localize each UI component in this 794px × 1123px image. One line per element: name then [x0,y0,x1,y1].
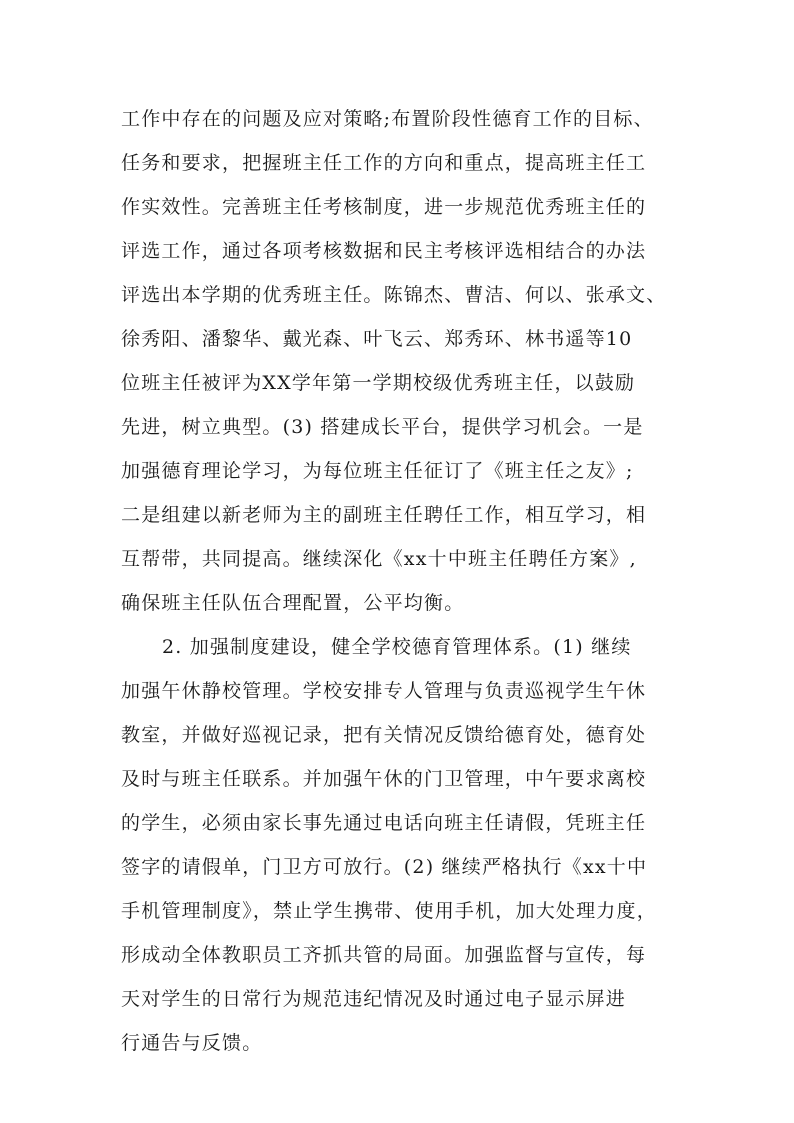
text-line: 加强午休静校管理。学校安排专人管理与负责巡视学生午休 [121,680,647,702]
text-line: 互帮带，共同提高。继续深化《xx十中班主任聘任方案》, [121,548,637,570]
text-line: 的学生，必须由家长事先通过电话向班主任请假，凭班主任 [121,812,647,834]
text-line: 形成动全体教职员工齐抓共管的局面。加强监督与宣传，每 [121,944,647,966]
text-line: 评选工作，通过各项考核数据和民主考核评选相结合的办法 [121,240,647,262]
text-line: 天对学生的日常行为规范违纪情况及时通过电子显示屏进 [121,988,627,1010]
text-line: 加强德育理论学习，为每位班主任征订了《班主任之友》; [121,460,634,482]
text-line: 确保班主任队伍合理配置，公平均衡。 [121,592,465,614]
text-line: 签字的请假单，门卫方可放行。(2) 继续严格执行《xx十中 [121,856,648,878]
text-line: 评选出本学期的优秀班主任。陈锦杰、曹洁、何以、张承文、 [121,284,667,306]
text-line: 手机管理制度》，禁止学生携带、使用手机，加大处理力度， [121,900,657,922]
text-line: 工作中存在的问题及应对策略;布置阶段性德育工作的目标、 [121,108,654,130]
text-line: 及时与班主任联系。并加强午休的门卫管理，中午要求离校 [121,768,647,790]
paragraph-start-line: 2. 加强制度建设，健全学校德育管理体系。(1) 继续 [162,636,632,658]
text-line: 教室，并做好巡视记录，把有关情况反馈给德育处，德育处 [121,724,647,746]
text-line: 作实效性。完善班主任考核制度，进一步规范优秀班主任的 [121,196,647,218]
text-line: 二是组建以新老师为主的副班主任聘任工作，相互学习，相 [121,504,647,526]
text-line: 位班主任被评为XX学年第一学期校级优秀班主任，以鼓励 [121,372,636,394]
text-line: 行通告与反馈。 [121,1032,263,1054]
text-line: 徐秀阳、潘黎华、戴光森、叶飞云、郑秀环、林书遥等10 [121,328,633,350]
text-line: 任务和要求，把握班主任工作的方向和重点，提高班主任工 [121,152,647,174]
text-line: 先进，树立典型。(3) 搭建成长平台，提供学习机会。一是 [121,416,644,438]
